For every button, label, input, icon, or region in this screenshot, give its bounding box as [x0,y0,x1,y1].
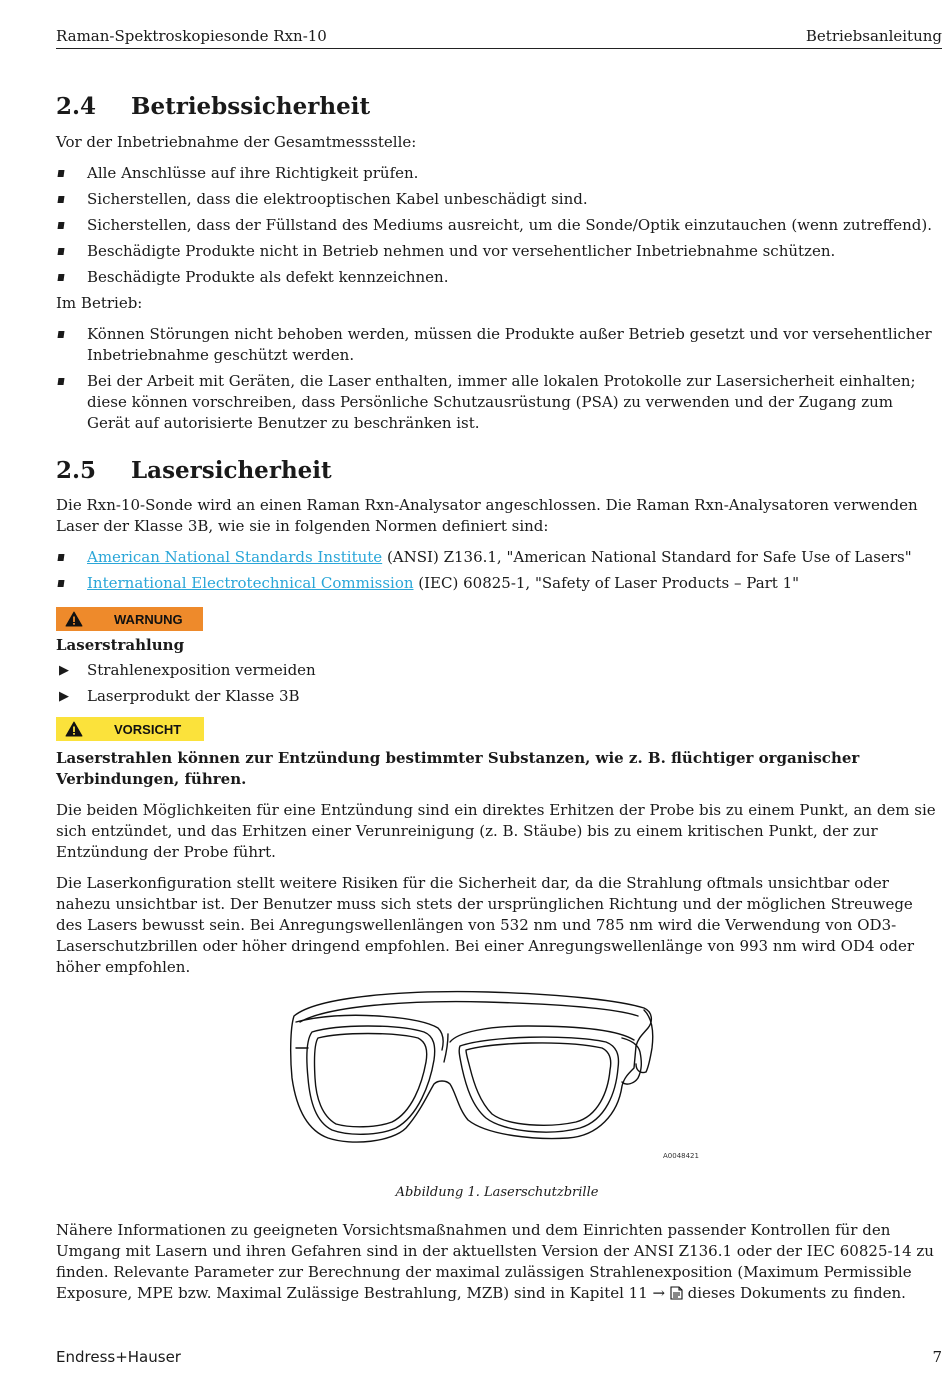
checklist-in-operation [56,324,938,434]
figure-code: A0048421 [663,1152,699,1160]
standards-list [56,547,938,594]
list-item [56,573,938,594]
list-item: Bei der Arbeit mit Geräten, die Laser enthalten, immer alle lokalen Protokolle zur Lasersicherheit einhalten; diese können vorschreiben, dass Persönliche Schutzausrüstung (PSA) zu verwenden und der Zugang zum Gerät auf autorisierte Benutzer zu beschränken ist. [56,371,938,434]
safety-goggles-illustration [288,988,658,1148]
caution-title: Laserstrahlen können zur Entzündung bestimmter Substanzen, wie z. B. flüchtiger organischer Verbindungen, führen. [56,749,860,788]
page-header [56,27,942,49]
list-item: Alle Anschlüsse auf ihre Richtigkeit prüfen. [56,163,938,184]
list-item [56,547,938,568]
list-item: Beschädigte Produkte nicht in Betrieb nehmen und vor versehentlicher Inbetriebnahme schützen. [56,241,938,262]
in-operation-label: Im Betrieb: [56,294,143,312]
ansi-link[interactable]: American National Standards Institute [87,548,383,566]
header-product-title: Raman-Spektroskopiesonde Rxn-10 [56,27,327,45]
section-heading-2-5 [56,456,938,486]
checklist-before-operation [56,163,938,288]
document-icon[interactable] [670,1285,683,1306]
header-document-type: Betriebsanleitung [805,27,942,45]
section-intro: Vor der Inbetriebnahme der Gesamtmessstelle: [56,133,417,151]
ignition-paragraph: Die beiden Möglichkeiten für eine Entzündung sind ein direktes Erhitzen der Probe bis zu einem Punkt, an dem sie sich entzündet, und das Erhitzen einer Verunreinigung (z. B. Stäube) bis zu einem kritischen Punkt, der zur Entzündung der Probe führt. [56,801,936,861]
warning-triangle-icon [56,611,92,627]
arrow-right-icon: ▶ [59,689,69,704]
warning-badge [56,607,203,631]
warning-title: Laserstrahlung [56,636,185,654]
standard-description: (IEC) 60825-1, "Safety of Laser Products – Part 1" [413,574,800,592]
list-item: Können Störungen nicht behoben werden, müssen die Produkte außer Betrieb gesetzt und vor versehentlicher Inbetriebnahme geschützt werden. [56,324,938,366]
page-content [56,92,938,1316]
warning-label: WARNUNG [114,611,183,627]
page-number: 7 [932,1348,942,1366]
list-item: ▶ Laserprodukt der Klasse 3B [59,687,300,705]
figure-caption: Abbildung 1. Laserschutzbrille [395,1185,599,1200]
iec-link[interactable]: International Electrotechnical Commission [87,574,414,592]
caution-label: VORSICHT [114,721,182,737]
warning-actions [56,660,938,707]
list-item: Beschädigte Produkte als defekt kennzeichnen. [56,267,938,288]
list-item: ▶ Strahlenexposition vermeiden [59,661,316,679]
list-item: Sicherstellen, dass der Füllstand des Mediums ausreicht, um die Sonde/Optik einzutauchen (wenn zutreffend). [56,215,938,236]
section-heading-2-4 [56,92,938,122]
footer-company: Endress+Hauser [56,1348,181,1366]
further-information-paragraph: Nähere Informationen zu geeigneten Vorsichtsmaßnahmen und dem Einrichten passender Kontrollen für den Umgang mit Lasern und ihren Gefahren sind in der aktuellsten Version der ANSI Z136.1 oder der IEC 60825-14 zu finden. Relevante Parameter zur Berechnung der maximal zulässigen Strahlenexposition (Maximum Permissible Exposure, MPE bzw. Maximal Zulässige Bestrahlung, MZB) sind in Kapitel 11 → dieses Dokuments zu finden. [56,1220,938,1306]
standard-description: (ANSI) Z136.1, "American National Standard for Safe Use of Lasers" [382,548,912,566]
laser-configuration-paragraph: Die Laserkonfiguration stellt weitere Risiken für die Sicherheit dar, da die Strahlung oftmals unsichtbar oder nahezu unsichtbar ist. Der Benutzer muss sich stets der ursprünglichen Richtung und der möglichen Streuwege des Lasers bewusst sein. Bei Anregungswellenlängen von 532 nm und 785 nm wird die Verwendung von OD3-Laserschutzbrillen oder höher dringend empfohlen. Bei einer Anregungswellenlänge von 993 nm wird OD4 oder höher empfohlen. [56,874,914,976]
section-title: Lasersicherheit [131,457,332,484]
section-intro: Die Rxn-10-Sonde wird an einen Raman Rxn-Analysator angeschlossen. Die Raman Rxn-Analysatoren verwenden Laser der Klasse 3B, wie sie in folgenden Normen definiert sind: [56,496,918,535]
caution-badge [56,717,204,741]
section-title: Betriebssicherheit [131,93,371,120]
warning-triangle-icon [56,721,92,737]
arrow-right-icon: ▶ [59,663,69,678]
section-number: 2.5 [56,457,97,484]
list-item: Sicherstellen, dass die elektrooptischen Kabel unbeschädigt sind. [56,189,938,210]
section-number: 2.4 [56,93,97,120]
safety-goggles-figure [56,988,938,1178]
